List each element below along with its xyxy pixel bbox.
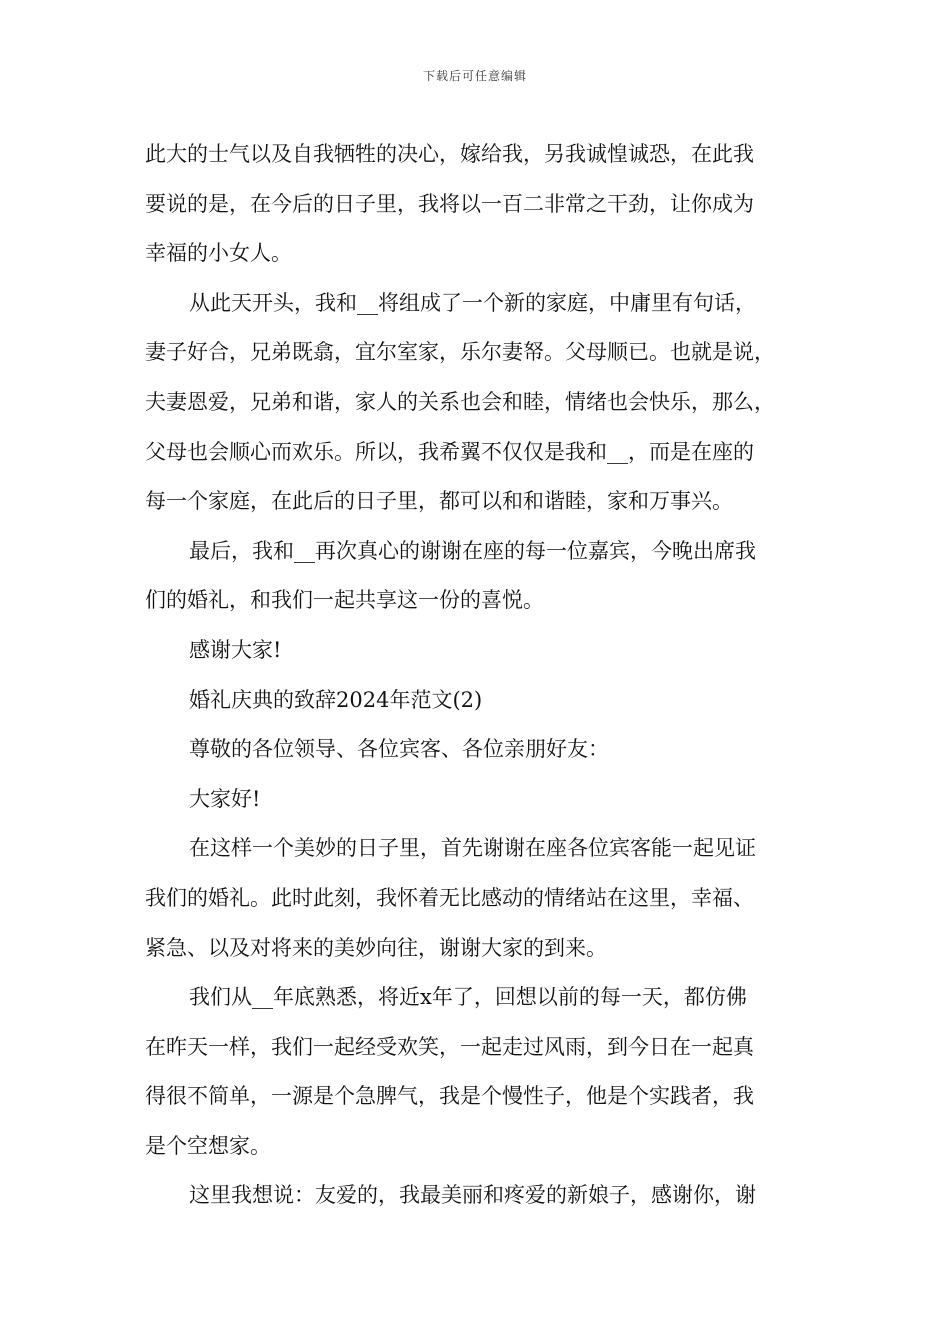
text-line: 要说的是，在今后的日子里，我将以一百二非常之干劲，让你成为 [145,191,754,216]
salutation: 尊敬的各位领导、各位宾客、各位亲朋好友： [189,737,609,762]
text-line: 这里我想说：友爱的，我最美丽和疼爱的新娘子，感谢你，谢 [189,1183,756,1208]
section-title: 婚礼庆典的致辞2024年范文(2) [189,687,483,712]
text-line: 父母也会顺心而欢乐。所以，我希翼不仅仅是我和__，而是在座的 [145,439,754,464]
text-line: 最后，我和__再次真心的谢谢在座的每一位嘉宾，今晚出席我 [189,538,756,563]
text-line: 幸福的小女人。 [145,241,292,266]
text-line: 每一个家庭，在此后的日子里，都可以和和谐睦，家和万事兴。 [145,489,733,514]
text-line: 妻子好合，兄弟既翕，宜尔室家，乐尔妻帑。父母顺已。也就是说， [145,340,775,365]
text-line: 从此天开头，我和__将组成了一个新的家庭，中庸里有句话， [189,290,756,315]
text-line: 感谢大家! [189,637,282,662]
text-line: 紧急、以及对将来的美妙向往，谢谢大家的到来。 [145,935,607,960]
text-line: 此大的士气以及自我牺牲的决心，嫁给我，另我诚惶诚恐，在此我 [145,142,754,166]
text-line: 得很不简单，一源是个急脾气，我是个慢性子，他是个实践者，我 [145,1084,754,1109]
text-line: 我们的婚礼。此时此刻，我怀着无比感动的情绪站在这里，幸福、 [145,885,754,910]
text-line: 夫妻恩爱，兄弟和谐，家人的关系也会和睦，情绪也会快乐，那么， [145,389,775,414]
text-line: 我们从__年底熟悉，将近x年了，回想以前的每一天，都仿佛 [189,985,747,1010]
text-line: 在这样一个美妙的日子里，首先谢谢在座各位宾客能一起见证 [189,836,756,861]
text-line: 是个空想家。 [145,1133,271,1158]
text-line: 在昨天一样，我们一起经受欢笑，一起走过风雨，到今日在一起真 [145,1034,754,1059]
page-header: 下载后可任意编辑 [422,69,527,83]
greeting: 大家好! [189,786,261,811]
text-line: 们的婚礼，和我们一起共享这一份的喜悦。 [145,588,544,613]
document-body [145,130,810,1221]
